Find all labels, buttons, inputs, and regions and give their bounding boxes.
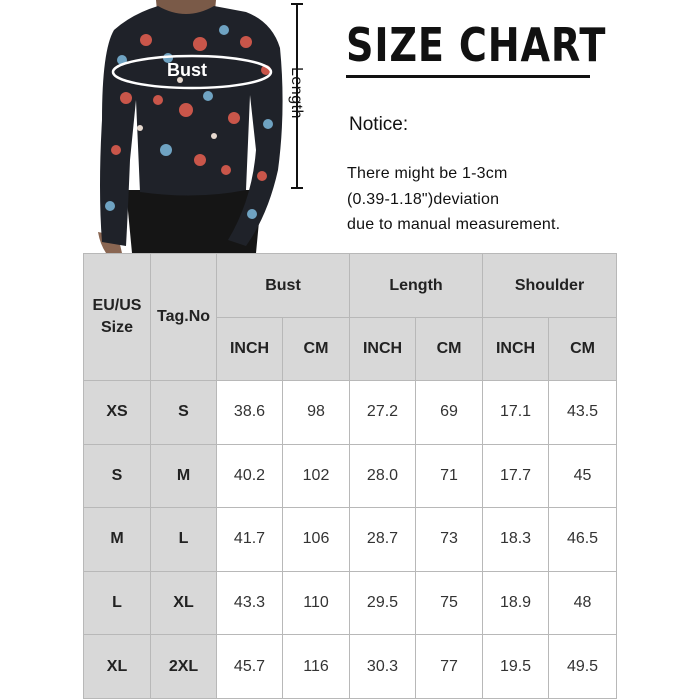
size-table — [83, 253, 617, 699]
measurement-cell: 102 — [283, 444, 350, 508]
measurement-cell: 41.7 — [217, 508, 283, 572]
measurement-cell: 48 — [549, 571, 617, 635]
header-unit: CM — [416, 318, 483, 381]
header-tag-no: Tag.No — [151, 254, 217, 381]
measurement-cell: 106 — [283, 508, 350, 572]
header-length: Length — [350, 254, 483, 318]
table-row — [84, 571, 617, 635]
shirt-illustration — [96, 0, 292, 253]
measurement-cell: 98 — [283, 381, 350, 445]
notice-heading: Notice: — [349, 114, 409, 135]
tag-no-cell: XL — [151, 571, 217, 635]
measurement-cell: 116 — [283, 635, 350, 699]
header-eu-line1: EU/US — [92, 297, 142, 314]
length-label: Length — [288, 67, 305, 119]
measurement-cell: 45 — [549, 444, 617, 508]
measurement-cell: 43.3 — [217, 571, 283, 635]
notice-line: (0.39-1.18")deviation — [347, 191, 500, 208]
notice-line: due to manual measurement. — [347, 216, 561, 233]
measurement-cell: 49.5 — [549, 635, 617, 699]
product-photo — [96, 0, 292, 253]
measurement-cell: 77 — [416, 635, 483, 699]
measurement-cell: 19.5 — [483, 635, 549, 699]
eu-size-cell: M — [84, 508, 151, 572]
table-row — [84, 444, 617, 508]
measurement-cell: 29.5 — [350, 571, 416, 635]
measurement-cell: 43.5 — [549, 381, 617, 445]
measurement-cell: 110 — [283, 571, 350, 635]
measurement-cell: 27.2 — [350, 381, 416, 445]
measurement-cell: 45.7 — [217, 635, 283, 699]
tag-no-cell: S — [151, 381, 217, 445]
header-unit: INCH — [483, 318, 549, 381]
eu-size-cell: XL — [84, 635, 151, 699]
tag-no-cell: M — [151, 444, 217, 508]
notice-line: There might be 1-3cm — [347, 165, 508, 182]
eu-size-cell: XS — [84, 381, 151, 445]
header-eu-us-size — [84, 254, 151, 381]
header-unit: INCH — [350, 318, 416, 381]
tag-no-cell: 2XL — [151, 635, 217, 699]
measurement-cell: 38.6 — [217, 381, 283, 445]
measurement-cell: 40.2 — [217, 444, 283, 508]
measurement-cell: 18.3 — [483, 508, 549, 572]
table-row — [84, 635, 617, 699]
table-row — [84, 381, 617, 445]
measurement-cell: 18.9 — [483, 571, 549, 635]
eu-size-cell: S — [84, 444, 151, 508]
header-unit: CM — [549, 318, 617, 381]
title-underline — [346, 75, 590, 78]
header-eu-line2: Size — [100, 319, 133, 336]
measurement-cell: 28.7 — [350, 508, 416, 572]
measurement-cell: 75 — [416, 571, 483, 635]
header-unit: CM — [283, 318, 350, 381]
measurement-cell: 17.7 — [483, 444, 549, 508]
measurement-cell: 71 — [416, 444, 483, 508]
header-unit: INCH — [217, 318, 283, 381]
eu-size-cell: L — [84, 571, 151, 635]
tag-no-cell: L — [151, 508, 217, 572]
measurement-cell: 30.3 — [350, 635, 416, 699]
measurement-cell: 28.0 — [350, 444, 416, 508]
bust-label: Bust — [167, 60, 207, 80]
table-row — [84, 508, 617, 572]
measurement-cell: 69 — [416, 381, 483, 445]
page-title: SIZE CHART — [346, 18, 607, 72]
header-bust: Bust — [217, 254, 350, 318]
header-shoulder: Shoulder — [483, 254, 617, 318]
measurement-cell: 73 — [416, 508, 483, 572]
measurement-cell: 46.5 — [549, 508, 617, 572]
measurement-cell: 17.1 — [483, 381, 549, 445]
